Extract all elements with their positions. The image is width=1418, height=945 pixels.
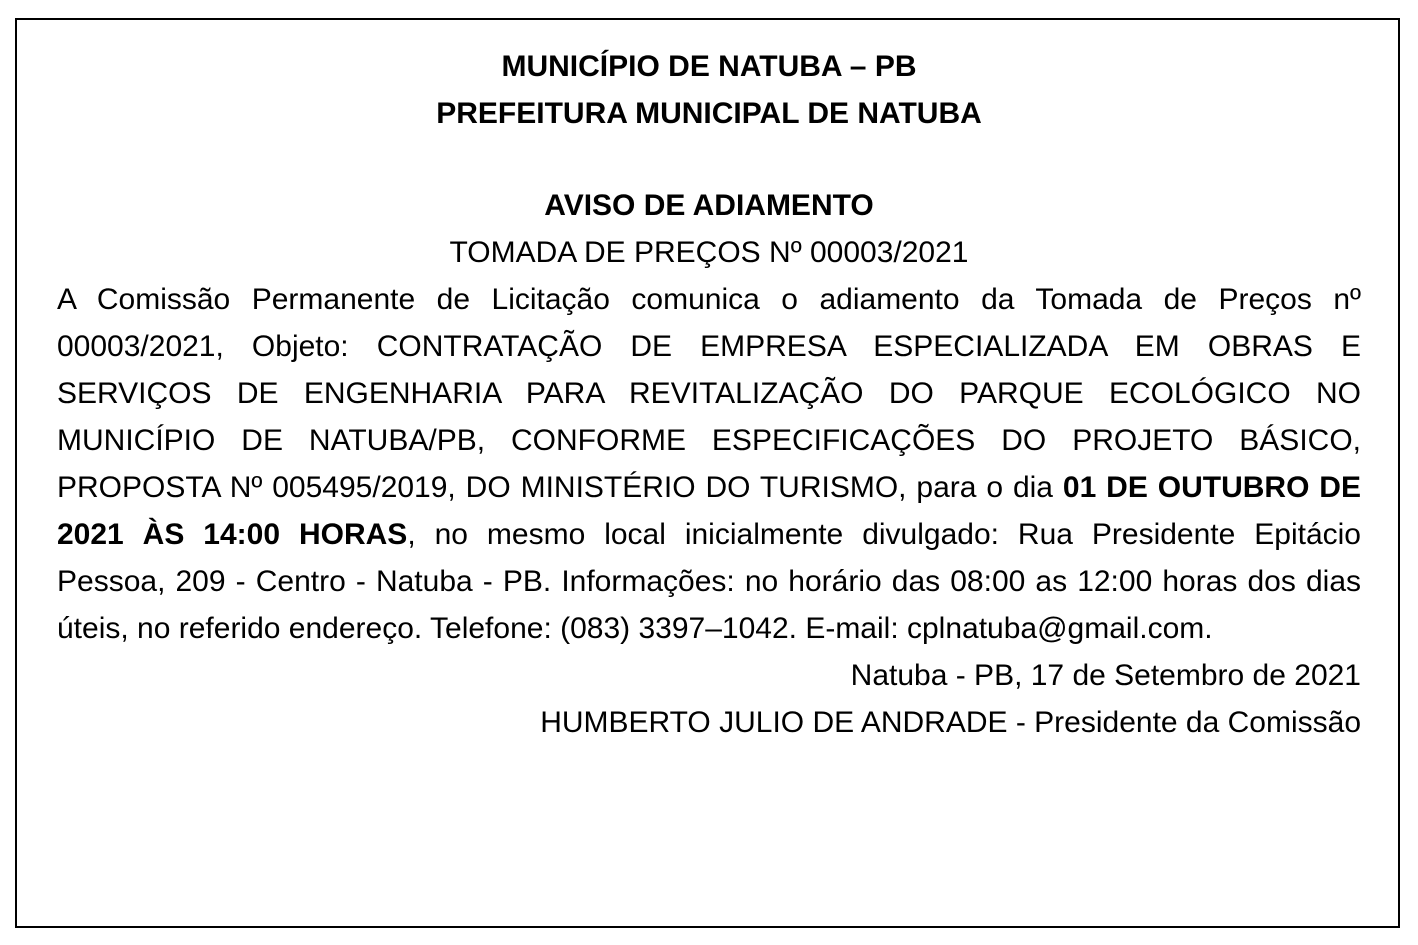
notice-body-part1: A Comissão Permanente de Licitação comunica o adiamento da Tomada de Preços nº 00003/2021, Objeto: CONTRATAÇÃO DE EMPRESA ESPECIALIZADA EM OBRAS E SERVIÇOS DE ENGENHARIA PARA REVITALIZAÇÃO DO PARQUE ECOLÓGICO NO MUNICÍPIO DE NATUBA/PB, CONFORME ESPECIFICAÇÕES DO PROJETO BÁSICO, PROPOSTA Nº 005495/2019, DO MINISTÉRIO DO TURISMO, para o dia bbox=[57, 283, 1361, 504]
place-date: Natuba - PB, 17 de Setembro de 2021 bbox=[850, 659, 1361, 692]
signer-name: HUMBERTO JULIO DE ANDRADE - Presidente da Comissão bbox=[540, 706, 1361, 739]
notice-body-date: 01 DE OUTUBRO DE 2021 ÀS 14:00 HORAS bbox=[57, 471, 1361, 551]
notice-body-part2: , no mesmo local inicialmente divulgado: Rua Presidente Epitácio Pessoa, 209 - Centro - Natuba - PB. Informações: no horário das 08:00 as 12:00 horas dos dias úteis, no referido endereço. Telefone: (083) 3397–1042. E-mail: cplnatuba@gmail.com. bbox=[57, 518, 1361, 645]
notice-title: AVISO DE ADIAMENTO bbox=[544, 189, 874, 222]
notice-content bbox=[57, 43, 1361, 746]
notice-body bbox=[57, 276, 1361, 652]
notice-subtitle: TOMADA DE PREÇOS Nº 00003/2021 bbox=[449, 236, 969, 269]
prefecture-heading: PREFEITURA MUNICIPAL DE NATUBA bbox=[436, 97, 982, 130]
heading-spacer bbox=[57, 137, 1361, 182]
municipality-heading: MUNICÍPIO DE NATUBA – PB bbox=[501, 50, 917, 83]
